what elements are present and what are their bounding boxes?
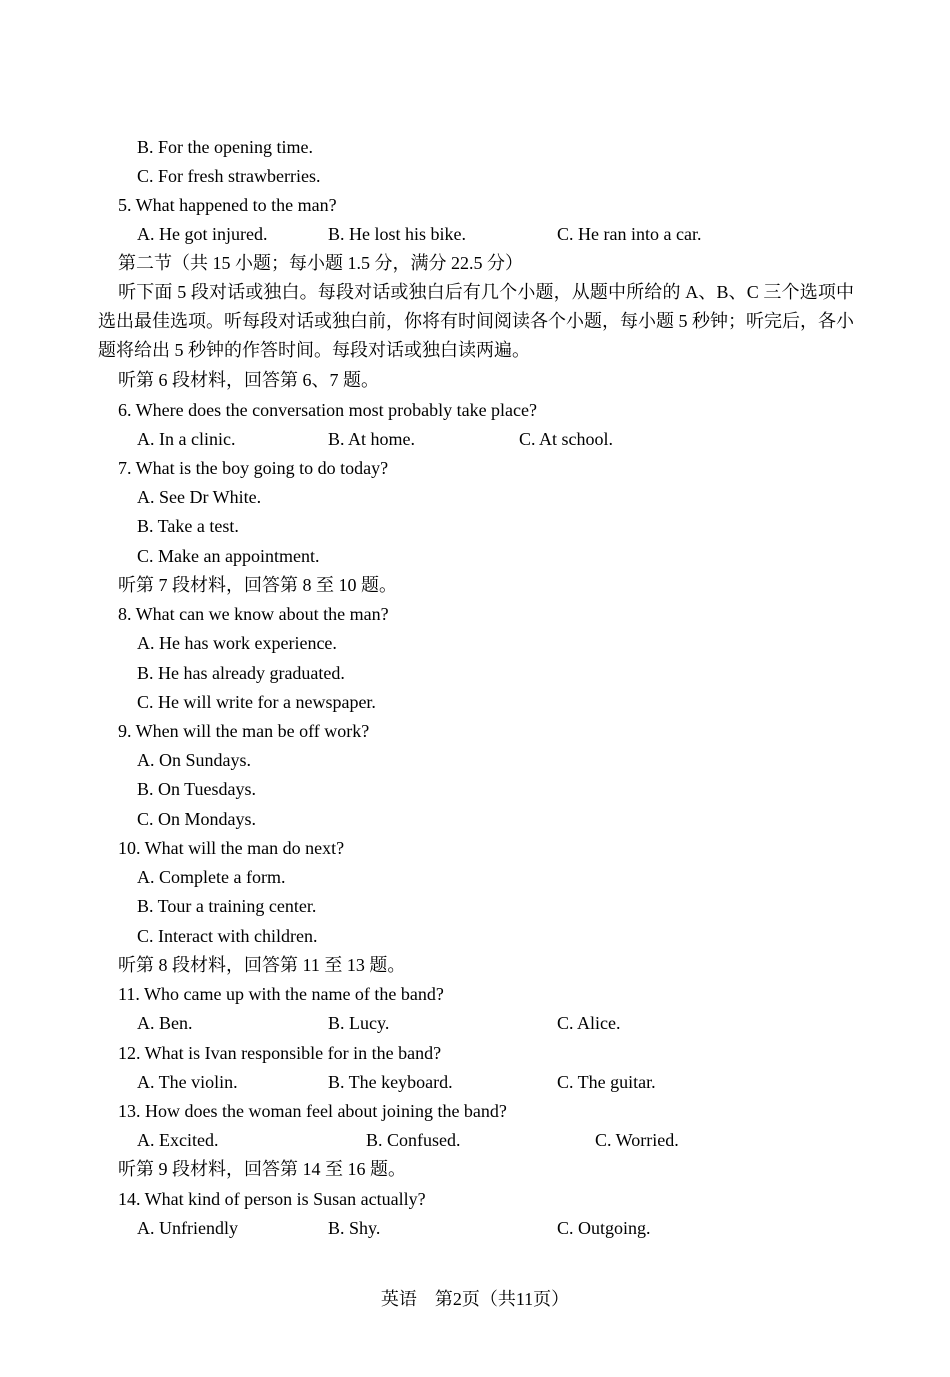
q11-options-row — [0, 1012, 950, 1034]
q7-option-a: A. See Dr White. — [137, 487, 262, 507]
q5-option-a: A. He got injured. — [137, 224, 268, 244]
q9-option-a: A. On Sundays. — [137, 750, 252, 770]
section2-heading: 第二节（共 15 小题；每小题 1.5 分，满分 22.5 分） — [118, 253, 523, 273]
section2-instructions-text: 听下面 5 段对话或独白。每段对话或独白后有几个小题，从题中所给的 A、B、C 三个选项中选出最佳选项。听每段对话或独白前，你将有时间阅读各个小题，每小题 5 秒钟；听完后，各小题将给出 5 秒钟的作答时间。每段对话或独白读两遍。 — [98, 282, 854, 361]
q5-option-c: C. He ran into a car. — [557, 224, 702, 244]
q8-option-a: A. He has work experience. — [137, 633, 337, 653]
q7-stem: 7. What is the boy going to do today? — [118, 458, 389, 478]
q6-option-b: B. At home. — [328, 429, 416, 449]
q13-option-c: C. Worried. — [595, 1130, 679, 1150]
q14-options-row — [0, 1217, 950, 1239]
q8-stem: 8. What can we know about the man? — [118, 604, 389, 624]
q11-option-c: C. Alice. — [557, 1013, 621, 1033]
q10-option-a: A. Complete a form. — [137, 867, 286, 887]
q12-stem: 12. What is Ivan responsible for in the band? — [118, 1043, 442, 1063]
q8-option-c: C. He will write for a newspaper. — [137, 692, 376, 712]
q6-option-a: A. In a clinic. — [137, 429, 236, 449]
q9-option-c: C. On Mondays. — [137, 809, 257, 829]
q11-option-b: B. Lucy. — [328, 1013, 390, 1033]
q14-option-a: A. Unfriendly — [137, 1218, 238, 1238]
q4-option-b: B. For the opening time. — [137, 137, 313, 157]
material7-heading: 听第 7 段材料，回答第 8 至 10 题。 — [118, 575, 397, 595]
q12-option-a: A. The violin. — [137, 1072, 238, 1092]
q4-option-c: C. For fresh strawberries. — [137, 166, 321, 186]
q13-stem: 13. How does the woman feel about joining the band? — [118, 1101, 507, 1121]
material8-heading: 听第 8 段材料，回答第 11 至 13 题。 — [118, 955, 406, 975]
q13-option-a: A. Excited. — [137, 1130, 219, 1150]
q14-option-b: B. Shy. — [328, 1218, 381, 1238]
q9-stem: 9. When will the man be off work? — [118, 721, 370, 741]
q11-stem: 11. Who came up with the name of the band? — [118, 984, 444, 1004]
q13-option-b: B. Confused. — [366, 1130, 461, 1150]
material9-heading: 听第 9 段材料，回答第 14 至 16 题。 — [118, 1159, 406, 1179]
q7-option-b: B. Take a test. — [137, 516, 239, 536]
q9-option-b: B. On Tuesdays. — [137, 779, 257, 799]
q10-option-b: B. Tour a training center. — [137, 896, 317, 916]
q11-option-a: A. Ben. — [137, 1013, 193, 1033]
q5-stem: 5. What happened to the man? — [118, 195, 337, 215]
q12-options-row — [0, 1071, 950, 1093]
q6-stem: 6. Where does the conversation most probably take place? — [118, 400, 538, 420]
q7-option-c: C. Make an appointment. — [137, 546, 320, 566]
q5-option-b: B. He lost his bike. — [328, 224, 466, 244]
q10-stem: 10. What will the man do next? — [118, 838, 345, 858]
q12-option-b: B. The keyboard. — [328, 1072, 453, 1092]
q13-options-row — [0, 1129, 950, 1151]
q6-options-row — [0, 428, 950, 450]
q6-option-c: C. At school. — [519, 429, 614, 449]
page-footer: 英语 第2页（共11页） — [380, 1289, 570, 1309]
q10-option-c: C. Interact with children. — [137, 926, 318, 946]
q5-options-row — [0, 223, 950, 245]
q12-option-c: C. The guitar. — [557, 1072, 656, 1092]
section2-instructions — [98, 278, 854, 366]
material6-heading: 听第 6 段材料，回答第 6、7 题。 — [118, 370, 379, 390]
q14-stem: 14. What kind of person is Susan actually? — [118, 1189, 426, 1209]
q8-option-b: B. He has already graduated. — [137, 663, 345, 683]
q14-option-c: C. Outgoing. — [557, 1218, 651, 1238]
